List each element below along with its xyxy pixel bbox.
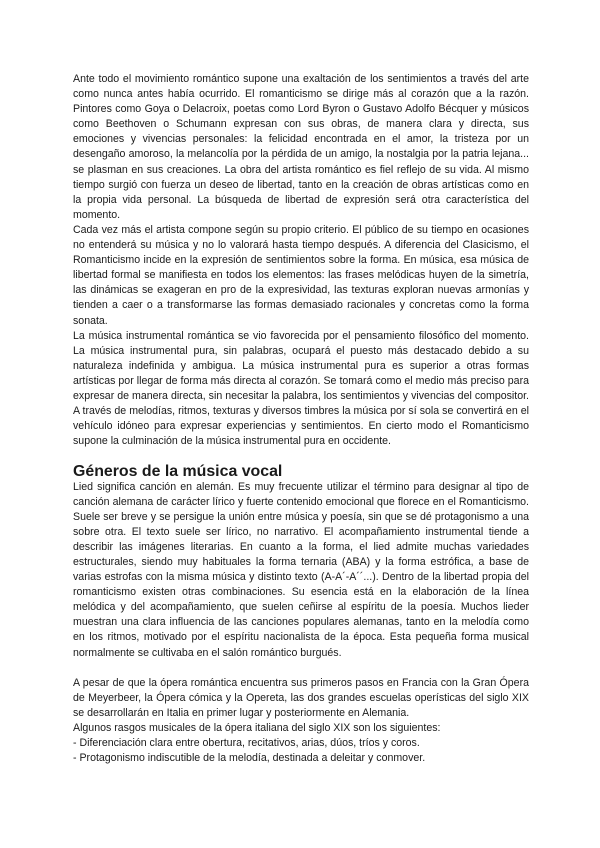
list-item: - Diferenciación clara entre obertura, recitativos, arias, dúos, tríos y coros. — [73, 737, 420, 750]
paragraph-romanticism-feelings: Ante todo el movimiento romántico supone una exaltación de los sentimientos a través del arte como nunca antes había ocurrido. El romanticismo se dirige más al corazón que a la razón. Pintores como Goya o Delacroix, poetas como Lord Byron o Gustavo Adolfo Bécquer y músicos como Beethoven o Schumann expresan con sus obras, de manera clara y directa, sus emociones y vivencias personales: la felicidad encontrada en el amor, la tristeza por un desengaño amoroso, la melancolía por la pérdida de un amigo, la nostalgia por la patria lejana... se plasman en sus creaciones. La obra del artista romántico es fiel reflejo de su vida. Al mismo tiempo surgió con fuerza un deseo de libertad, tanto en la creación de obras artísticas como en la propia vida personal. La búsqueda de libertad de expresión será otra característica del momento. — [73, 73, 529, 221]
section-heading: Géneros de la música vocal — [73, 463, 283, 481]
opera-list-intro: Algunos rasgos musicales de la ópera italiana del siglo XIX son los siguientes: — [73, 722, 441, 735]
spacer — [73, 449, 529, 464]
paragraph-lied: Lied significa canción en alemán. Es muy frecuente utilizar el término para designar al tipo de canción alemana de carácter lírico y fuerte contenido emocional que florece en el Romanticismo. Suele ser breve y se persigue la unión entre música y poesía, sin que se dé protagonismo a una sobre otra. El texto suele ser lírico, no narrativo. El acompañamiento instrumental tiende a describir las imágenes literarias. En cuanto a la forma, el lied admite muchas variedades estructurales, siendo muy habituales la forma ternaria (ABA) y la forma estrófica, a base de varias estrofas con la misma música y distinto texto (A-A´-A´´...). Dentro de la libertad propia del romanticismo existen otras combinaciones. Su esencia está en la elaboración de la línea melódica y del acompañamiento, que suelen ceñirse al espíritu de la poesía. Muchos lieder muestran una clara influencia de las canciones populares alemanas, tanto en la melodía como en los ritmos, motivado por el espíritu nacionalista de la época. Esta pequeña forma musical normalmente se cultivaba en el salón romántico burgués. — [73, 480, 529, 659]
list-item: - Protagonismo indiscutible de la melodía, destinada a deleitar y conmover. — [73, 752, 426, 765]
paragraph-instrumental-music: La música instrumental romántica se vio favorecida por el pensamiento filosófico del momento. La música instrumental pura, sin palabras, ocupará el puesto más destacado debido a su naturaleza indefinida y ambigua. La música instrumental pura es superior a otras formas artísticas por llegar de forma más directa al corazón. Se tomará como el medio más preciso para expresar de manera directa, sin necesitar la palabra, los sentimientos y vivencias del compositor. A través de melodías, ritmos, texturas y diversos timbres la música por sí sola se convertirá en el vehículo idóneo para expresar experiencias y sentimientos. En cierto modo el Romanticismo supone la culminación de la música instrumental pura en occidente. — [73, 329, 529, 448]
opera-features-list — [73, 736, 529, 766]
document-page — [73, 72, 529, 766]
paragraph-artist-freedom: Cada vez más el artista compone según su propio criterio. El público de su tiempo en ocasiones no entenderá su música y no lo valorará hasta tiempo después. A diferencia del Clasicismo, el Romanticismo incide en la expresión de sentimientos sobre la forma. En música, esa música de libertad formal se manifiesta en todos los elementos: las frases melódicas huyen de la simetría, las dinámicas se exageran en pro de la expresividad, las texturas exploran nuevas armonías y tienden a caer o a transformarse las formas demasiado racionales y concretas como la forma sonata. — [73, 223, 529, 327]
paragraph-opera: A pesar de que la ópera romántica encuentra sus primeros pasos en Francia con la Gran Ópera de Meyerbeer, la Ópera cómica y la Opereta, las dos grandes escuelas operísticas del siglo XIX se desarrollarán en Italia en primer lugar y posteriormente en Alemania. — [73, 676, 529, 719]
spacer — [73, 661, 529, 676]
